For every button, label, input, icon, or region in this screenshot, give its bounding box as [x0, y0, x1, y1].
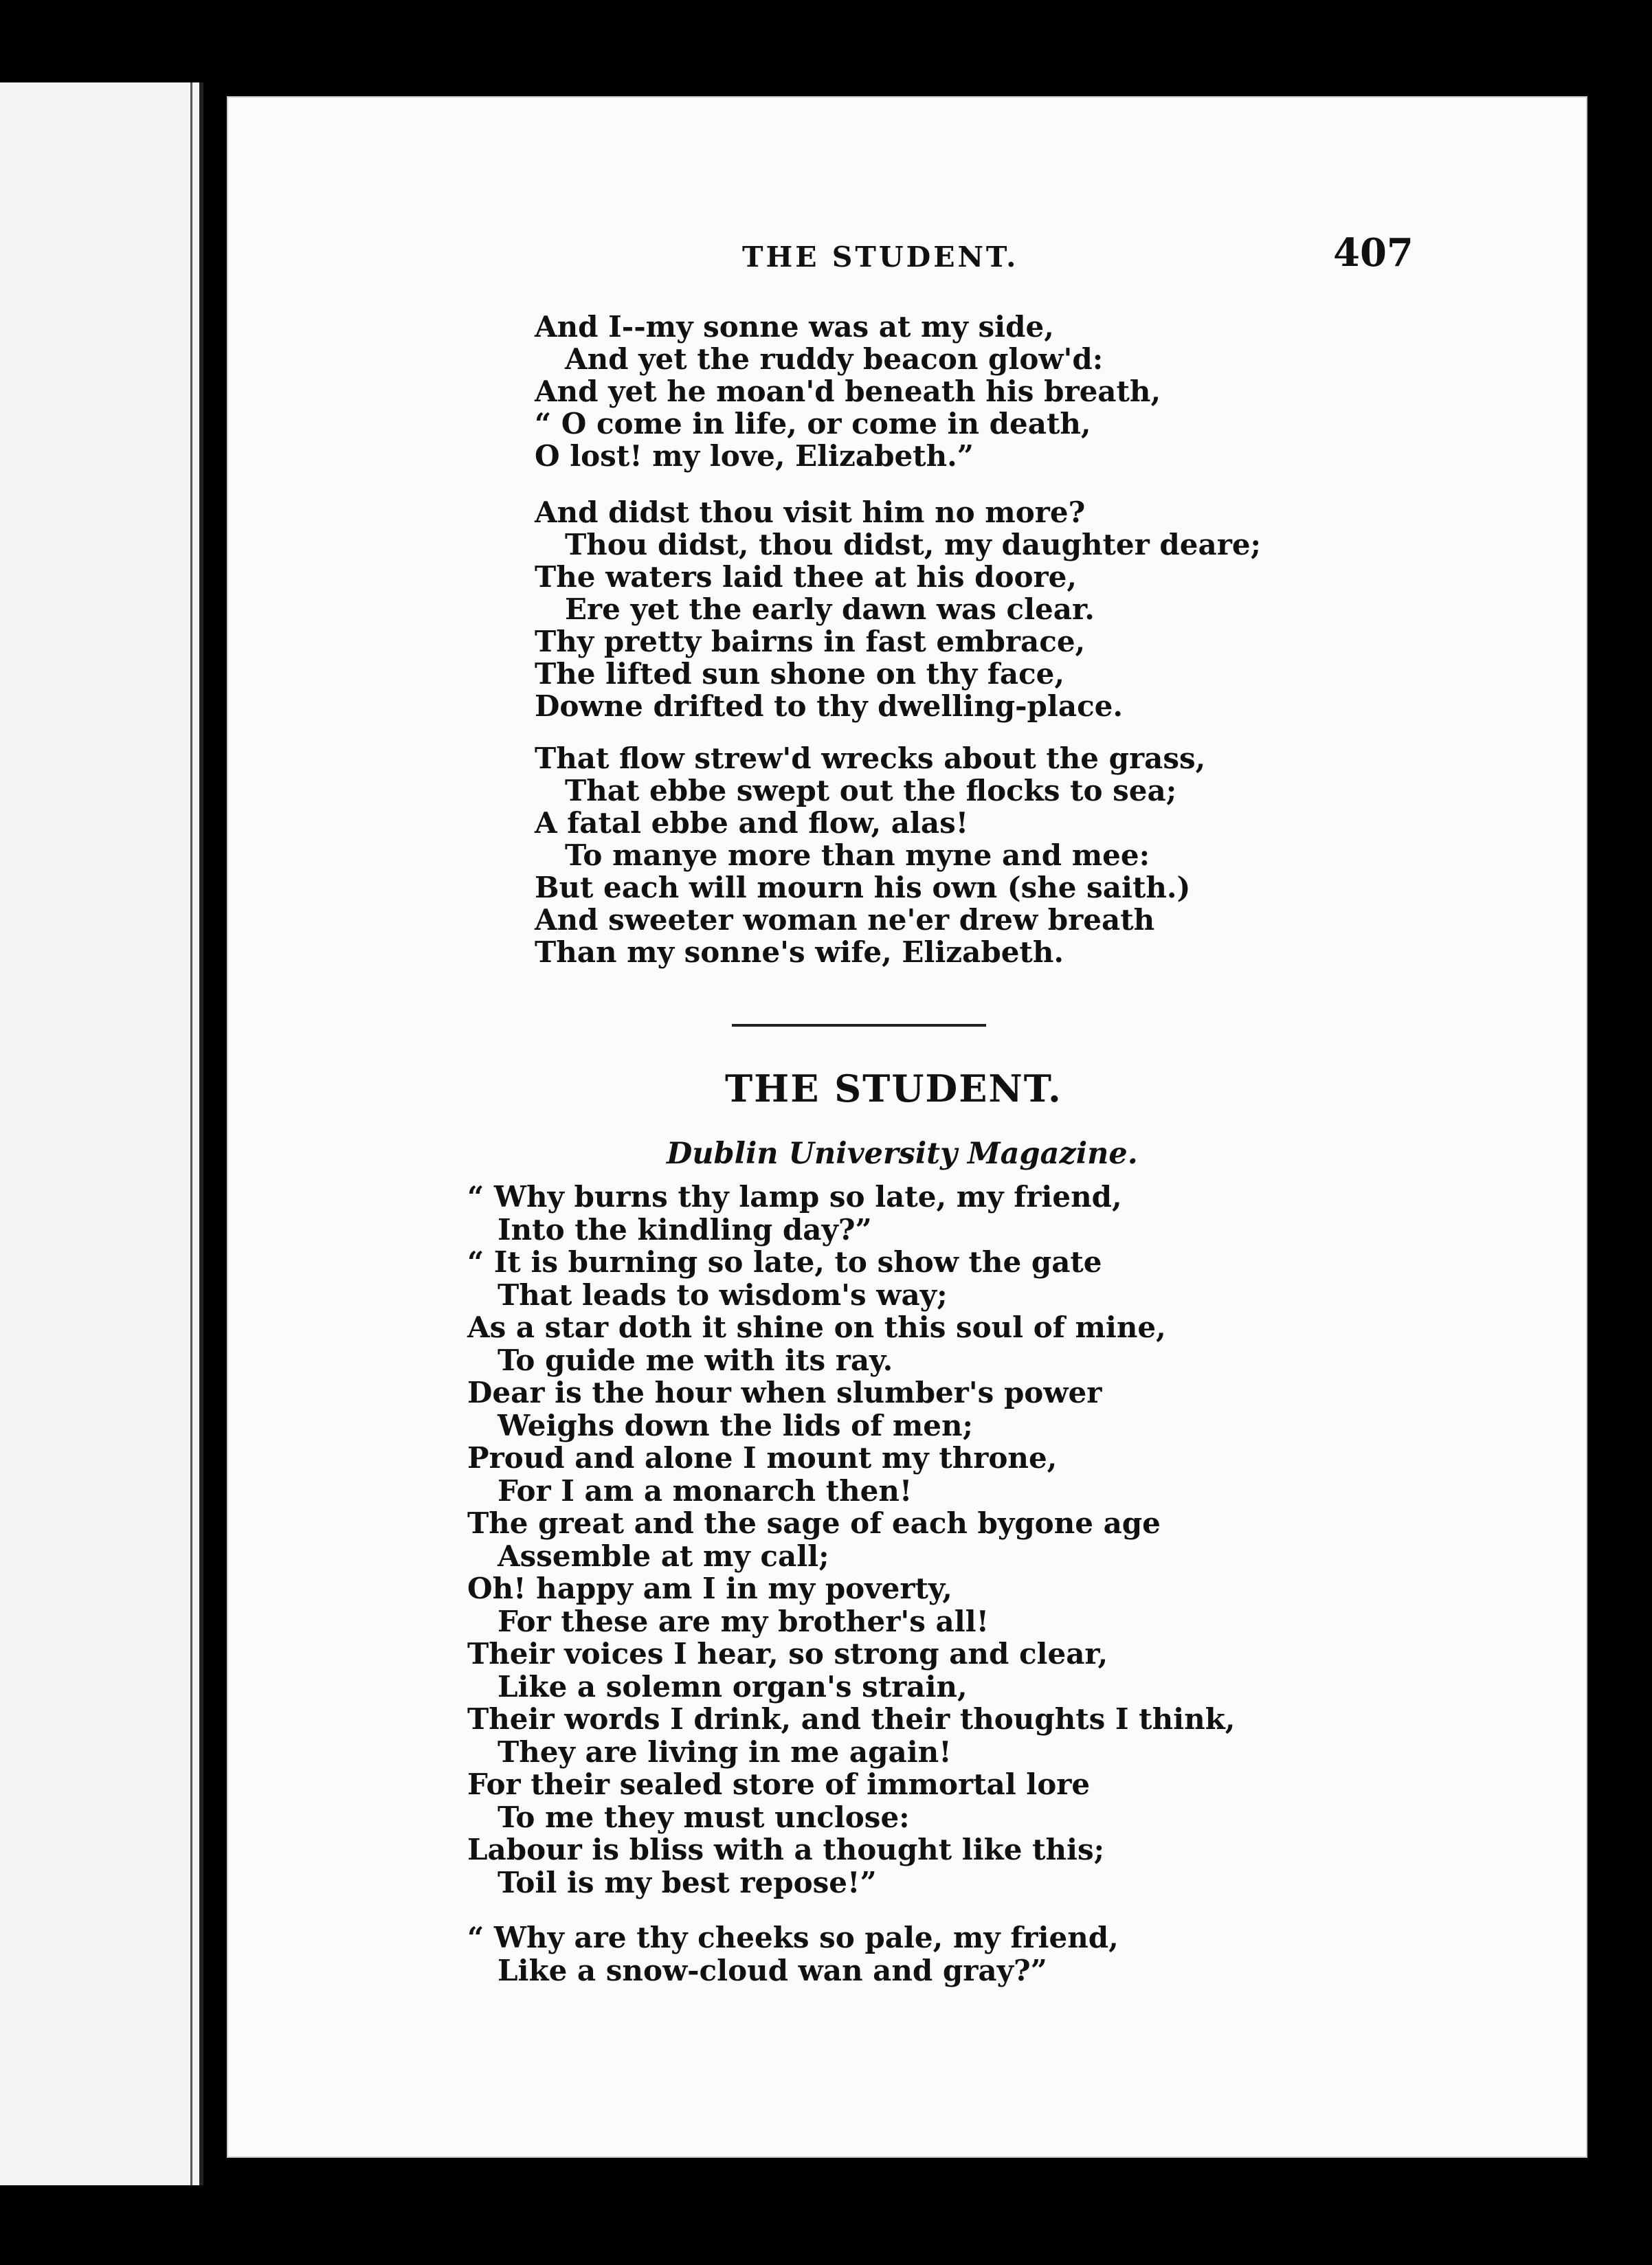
poem-line: And didst thou visit him no more? — [535, 495, 1086, 529]
poem-line: A fatal ebbe and flow, alas! — [535, 806, 969, 840]
poem-line: Like a snow-cloud wan and gray?” — [498, 1953, 1047, 1987]
poem-stanza-2 — [535, 496, 1261, 722]
poem-line: They are living in me again! — [498, 1734, 952, 1769]
section-divider — [732, 1024, 986, 1027]
article-source: Dublin University Magazine. — [667, 1137, 1138, 1171]
poem-line: Thou didst, thou didst, my daughter deare; — [565, 528, 1262, 561]
poem-line: That flow strew'd wrecks about the grass, — [535, 741, 1206, 775]
poem-line: Proud and alone I mount my throne, — [467, 1441, 1058, 1475]
poem-line: Ere yet the early dawn was clear. — [565, 592, 1095, 626]
poem-line: “ Why are thy cheeks so pale, my friend, — [467, 1921, 1119, 1954]
book-page — [227, 96, 1587, 2158]
poem-line: To manye more than myne and mee: — [565, 838, 1150, 872]
poem-line: That ebbe swept out the flocks to sea; — [565, 774, 1177, 807]
page-number: 407 — [1333, 230, 1414, 276]
poem-line: For these are my brother's all! — [498, 1604, 990, 1638]
poem-stanza-1 — [535, 311, 1161, 472]
poem-line: For I am a monarch then! — [498, 1473, 913, 1508]
student-poem-stanza-2 — [467, 1921, 1119, 1987]
poem-line: Their words I drink, and their thoughts I think, — [467, 1702, 1236, 1736]
student-poem-stanza-1 — [467, 1181, 1235, 1899]
poem-line: Assemble at my call; — [498, 1539, 829, 1573]
poem-line: To me they must unclose: — [498, 1800, 910, 1834]
poem-line: The lifted sun shone on thy face, — [535, 657, 1064, 691]
running-head: THE STUDENT. — [742, 241, 1019, 274]
poem-line: “ It is burning so late, to show the gate — [467, 1245, 1102, 1279]
poem-line: And sweeter woman ne'er drew breath — [535, 903, 1155, 937]
poem-line: Into the kindling day?” — [498, 1212, 872, 1247]
poem-line: Weighs down the lids of men; — [498, 1408, 974, 1442]
poem-line: As a star doth it shine on this soul of mine, — [467, 1310, 1166, 1344]
poem-line: To guide me with its ray. — [498, 1343, 893, 1377]
poem-line: Their voices I hear, so strong and clear, — [467, 1637, 1108, 1671]
poem-line: “ O come in life, or come in death, — [535, 407, 1091, 440]
poem-line: And yet the ruddy beacon glow'd: — [565, 342, 1104, 376]
previous-page-edge — [0, 82, 203, 2185]
poem-line: Toil is my best repose!” — [498, 1865, 877, 1899]
article-title: THE STUDENT. — [725, 1067, 1062, 1111]
poem-line: The great and the sage of each bygone age — [467, 1506, 1161, 1540]
poem-line: Like a solemn organ's strain, — [498, 1669, 968, 1704]
poem-line: But each will mourn his own (she saith.) — [535, 871, 1191, 904]
poem-line: And I--my sonne was at my side, — [535, 310, 1054, 344]
poem-line: Labour is bliss with a thought like this; — [467, 1833, 1105, 1866]
poem-line: That leads to wisdom's way; — [498, 1277, 948, 1312]
poem-line: For their sealed store of immortal lore — [467, 1767, 1091, 1801]
poem-line: “ Why burns thy lamp so late, my friend, — [467, 1180, 1122, 1214]
poem-line: Downe drifted to thy dwelling-place. — [535, 689, 1123, 723]
poem-line: Dear is the hour when slumber's power — [467, 1376, 1102, 1409]
poem-line: Than my sonne's wife, Elizabeth. — [535, 935, 1064, 969]
poem-line: The waters laid thee at his doore, — [535, 560, 1077, 594]
poem-line: O lost! my love, Elizabeth.” — [535, 439, 974, 473]
poem-stanza-3 — [535, 742, 1205, 968]
poem-line: Thy pretty bairns in fast embrace, — [535, 625, 1086, 658]
poem-line: And yet he moan'd beneath his breath, — [535, 375, 1161, 408]
poem-line: Oh! happy am I in my poverty, — [467, 1572, 952, 1605]
